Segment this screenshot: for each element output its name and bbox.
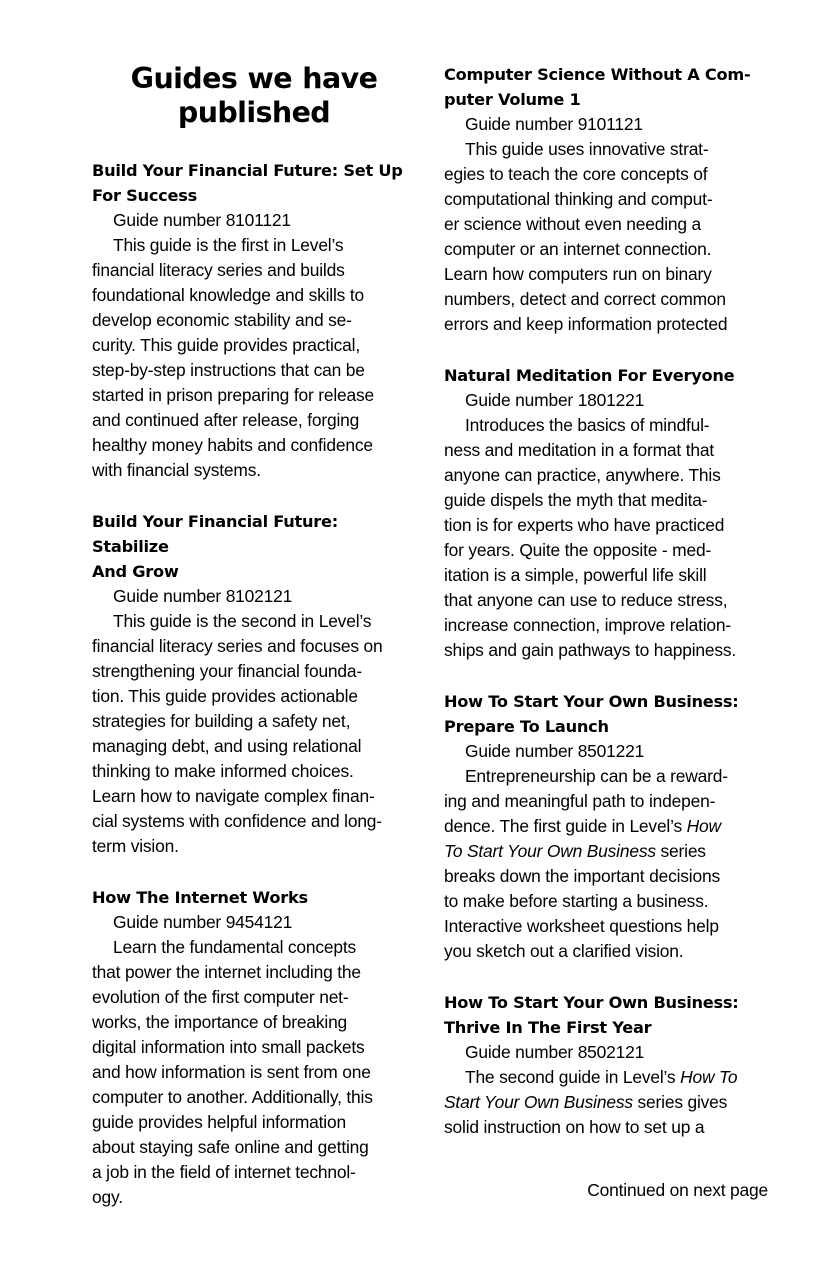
guide-series-title-italic: How <box>686 816 721 836</box>
guide-body-line: computer to another. Additionally, this <box>92 1087 373 1107</box>
guide-heading <box>444 689 768 739</box>
guide-body-line: increase connection, improve relation- <box>444 615 732 635</box>
guide-heading <box>444 990 768 1040</box>
guide-body-text: you sketch out a clarified vision. <box>444 941 684 961</box>
guide-body-line <box>444 939 768 964</box>
guide-body-text: series gives <box>632 1092 728 1112</box>
guide-body-text: The second guide in Level’s <box>465 1067 681 1087</box>
guide-body-line: computational thinking and comput- <box>444 189 713 209</box>
guide-body-line: This guide is the second in Level’s <box>113 611 372 631</box>
guide-body-line: digital information into small packets <box>92 1037 365 1057</box>
guide-number: Guide number 8101121 <box>113 210 291 230</box>
guide-body-line: started in prison preparing for release <box>92 385 375 405</box>
guide-body-line: guide dispels the myth that medita- <box>444 490 708 510</box>
guide-section <box>92 509 416 859</box>
guide-body-line: step-by-step instructions that can be <box>92 360 365 380</box>
guide-number: Guide number 8501221 <box>465 741 645 761</box>
guide-body-line <box>444 914 768 939</box>
guide-heading-line: How To Start Your Own Business: <box>444 993 739 1012</box>
guide-body-line: egies to teach the core concepts of <box>444 164 708 184</box>
guide-number: Guide number 1801221 <box>465 390 645 410</box>
guide-body-text: Interactive worksheet questions help <box>444 916 719 936</box>
guide-body-line: financial literacy series and focuses on <box>92 636 383 656</box>
guide-body-line <box>444 1115 768 1140</box>
guide-series-title-italic: How To <box>680 1067 738 1087</box>
guide-body-line: curity. This guide provides practical, <box>92 335 360 355</box>
guide-number: Guide number 8102121 <box>113 586 293 606</box>
guide-body-line: numbers, detect and correct common <box>444 289 726 309</box>
guide-heading <box>92 885 416 910</box>
guide-body-line: managing debt, and using relational <box>92 736 362 756</box>
guide-body-line <box>444 789 768 814</box>
guide-heading-line: For Success <box>92 186 198 205</box>
footer-continued-note <box>444 1178 768 1203</box>
guide-body-line: cial systems with confidence and long- <box>92 811 382 831</box>
guide-body-line <box>444 1065 768 1090</box>
guide-body-line <box>444 864 768 889</box>
guide-body-line: works, the importance of breaking <box>92 1012 348 1032</box>
guide-body-line: strengthening your financial founda- <box>92 661 363 681</box>
guide-body-line: Learn how computers run on binary <box>444 264 712 284</box>
guide-body-line: thinking to make informed choices. <box>92 761 354 781</box>
guide-body-line: and how information is sent from one <box>92 1062 371 1082</box>
guide-heading-line: Prepare To Launch <box>444 717 609 736</box>
guide-heading-line: Build Your Financial Future: Set Up <box>92 161 403 180</box>
guide-body-line: healthy money habits and confidence <box>92 435 373 455</box>
page-title: Guides we have published <box>130 62 378 129</box>
guide-heading-line: Computer Science Without A Com- <box>444 65 751 84</box>
guide-body-text: ing and meaningful path to indepen- <box>444 791 716 811</box>
guide-body-line: ships and gain pathways to happiness. <box>444 640 737 660</box>
guide-section <box>92 158 416 483</box>
guide-section <box>92 885 416 1210</box>
guide-body-line: a job in the field of internet technol- <box>92 1162 356 1182</box>
guide-body-line: tion is for experts who have practiced <box>444 515 725 535</box>
left-column <box>92 62 416 1210</box>
right-column-sections <box>444 62 768 1140</box>
guide-heading-line: How The Internet Works <box>92 888 308 907</box>
footer-text: Continued on next page <box>587 1180 768 1200</box>
guide-body-line: foundational knowledge and skills to <box>92 285 364 305</box>
guide-body-line: that power the internet including the <box>92 962 361 982</box>
guide-section <box>444 62 768 337</box>
guide-body-line <box>444 764 768 789</box>
guide-body-line: for years. Quite the opposite - med- <box>444 540 712 560</box>
guide-section <box>444 689 768 964</box>
guide-body-line: Learn how to navigate complex finan- <box>92 786 375 806</box>
guide-number: Guide number 9454121 <box>113 912 293 932</box>
guide-body-line <box>444 814 768 839</box>
guide-body-text: dence. The first guide in Level’s <box>444 816 687 836</box>
guide-body-line: with financial systems. <box>92 460 261 480</box>
guide-body-line: financial literacy series and builds <box>92 260 345 280</box>
guide-heading-line: And Grow <box>92 562 179 581</box>
guide-body-line: ogy. <box>92 1187 123 1207</box>
guide-body-line <box>444 1090 768 1115</box>
guide-body-text: series <box>655 841 706 861</box>
guide-heading <box>92 158 416 208</box>
guide-body-text: solid instruction on how to set up a <box>444 1117 705 1137</box>
guide-body-line: strategies for building a safety net, <box>92 711 351 731</box>
guide-body-line: anyone can practice, anywhere. This <box>444 465 721 485</box>
guide-heading <box>92 509 416 584</box>
guide-body-line <box>444 839 768 864</box>
guide-body-line: Introduces the basics of mindful- <box>465 415 710 435</box>
guide-body-line: computer or an internet connection. <box>444 239 712 259</box>
guide-series-title-italic: Start Your Own Business <box>444 1092 633 1112</box>
two-column-layout <box>92 62 768 1210</box>
guide-body-line: and continued after release, forging <box>92 410 360 430</box>
guide-body-text: breaks down the important decisions <box>444 866 720 886</box>
guide-body-line: term vision. <box>92 836 179 856</box>
guide-section <box>444 363 768 663</box>
guide-heading-line: Thrive In The First Year <box>444 1018 652 1037</box>
guide-heading-line: puter Volume 1 <box>444 90 581 109</box>
guide-body-line: about staying safe online and getting <box>92 1137 369 1157</box>
guide-body-line: er science without even needing a <box>444 214 702 234</box>
guide-heading <box>444 363 768 388</box>
guide-number: Guide number 9101121 <box>465 114 643 134</box>
guide-body-line: This guide uses innovative strat- <box>465 139 709 159</box>
guide-body-line: tion. This guide provides actionable <box>92 686 358 706</box>
guide-number: Guide number 8502121 <box>465 1042 645 1062</box>
guide-body-line: ness and meditation in a format that <box>444 440 714 460</box>
left-column-sections <box>92 158 416 1210</box>
guide-body-line: itation is a simple, powerful life skill <box>444 565 707 585</box>
guide-body-line <box>444 889 768 914</box>
guide-heading <box>444 62 768 112</box>
guide-body-line: This guide is the first in Level’s <box>113 235 344 255</box>
guide-body-text: Entrepreneurship can be a reward- <box>465 766 728 786</box>
right-column <box>444 62 768 1210</box>
guide-body-text: to make before starting a business. <box>444 891 709 911</box>
guide-body-line: errors and keep information protected <box>444 314 728 334</box>
guide-body-line: develop economic stability and se- <box>92 310 352 330</box>
guide-body-line: guide provides helpful information <box>92 1112 346 1132</box>
guide-heading-line: How To Start Your Own Business: <box>444 692 739 711</box>
guide-body-line: that anyone can use to reduce stress, <box>444 590 728 610</box>
guide-heading-line: Natural Meditation For Everyone <box>444 366 735 385</box>
guide-heading-line: Build Your Financial Future: Stabilize <box>92 512 338 556</box>
guide-series-title-italic: To Start Your Own Business <box>444 841 656 861</box>
guide-section <box>444 990 768 1140</box>
guide-body-line: Learn the fundamental concepts <box>113 937 357 957</box>
guide-body-line: evolution of the first computer net- <box>92 987 349 1007</box>
page-title-block <box>92 62 416 130</box>
